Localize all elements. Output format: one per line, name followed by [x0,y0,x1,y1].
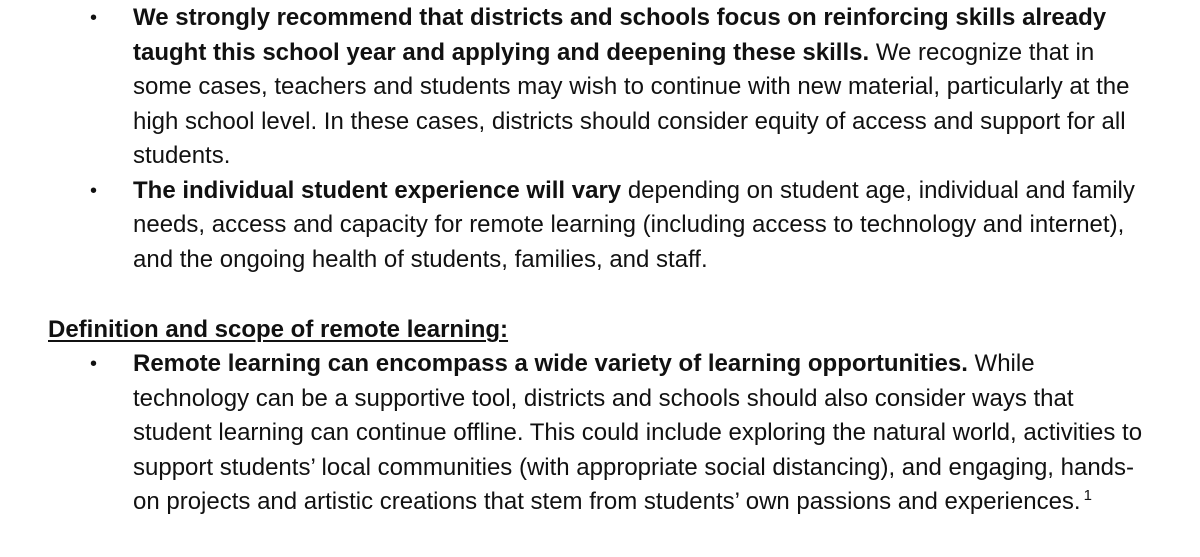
list-item-text [133,347,1153,520]
list-item [0,1,1193,174]
body-text: While technology can be a supportive tool, districts and schools should also consider ways that student learning can continue offline. This could include exploring the natural world, activities to support students’ local communities (with appropriate social distancing), and engaging, hands-on projects and artistic creations that stem from students’ own passions and experiences. [133,350,1143,515]
bold-lead-text: Remote learning can encompass a wide variety of learning opportunities. [133,350,968,377]
bullet-icon: • [90,7,98,29]
bullet-list-guidance [0,1,1193,277]
body-text: depending on student age, individual and family needs, access and capacity for remote learning (including access to technology and internet), and the ongoing health of students, families, and staff. [133,176,1135,273]
bullet-list-definition [0,347,1193,520]
list-item-text [133,174,1153,278]
list-item-text [133,1,1153,174]
body-text: We recognize that in some cases, teachers and students may wish to continue with new material, particularly at the high school level. In these cases, districts should consider equity of access and support for all students. [133,38,1130,169]
section-heading: Definition and scope of remote learning: [48,316,509,343]
footnote-marker[interactable]: 1 [1083,487,1092,504]
list-item [0,174,1193,278]
list-item [0,347,1193,520]
bold-lead-text: We strongly recommend that districts and schools focus on reinforcing skills already taught this school year and applying and deepening these skills. [133,4,1107,66]
bold-lead-text: The individual student experience will vary [133,176,622,204]
bullet-icon: • [90,179,98,202]
bullet-icon: • [90,353,98,375]
